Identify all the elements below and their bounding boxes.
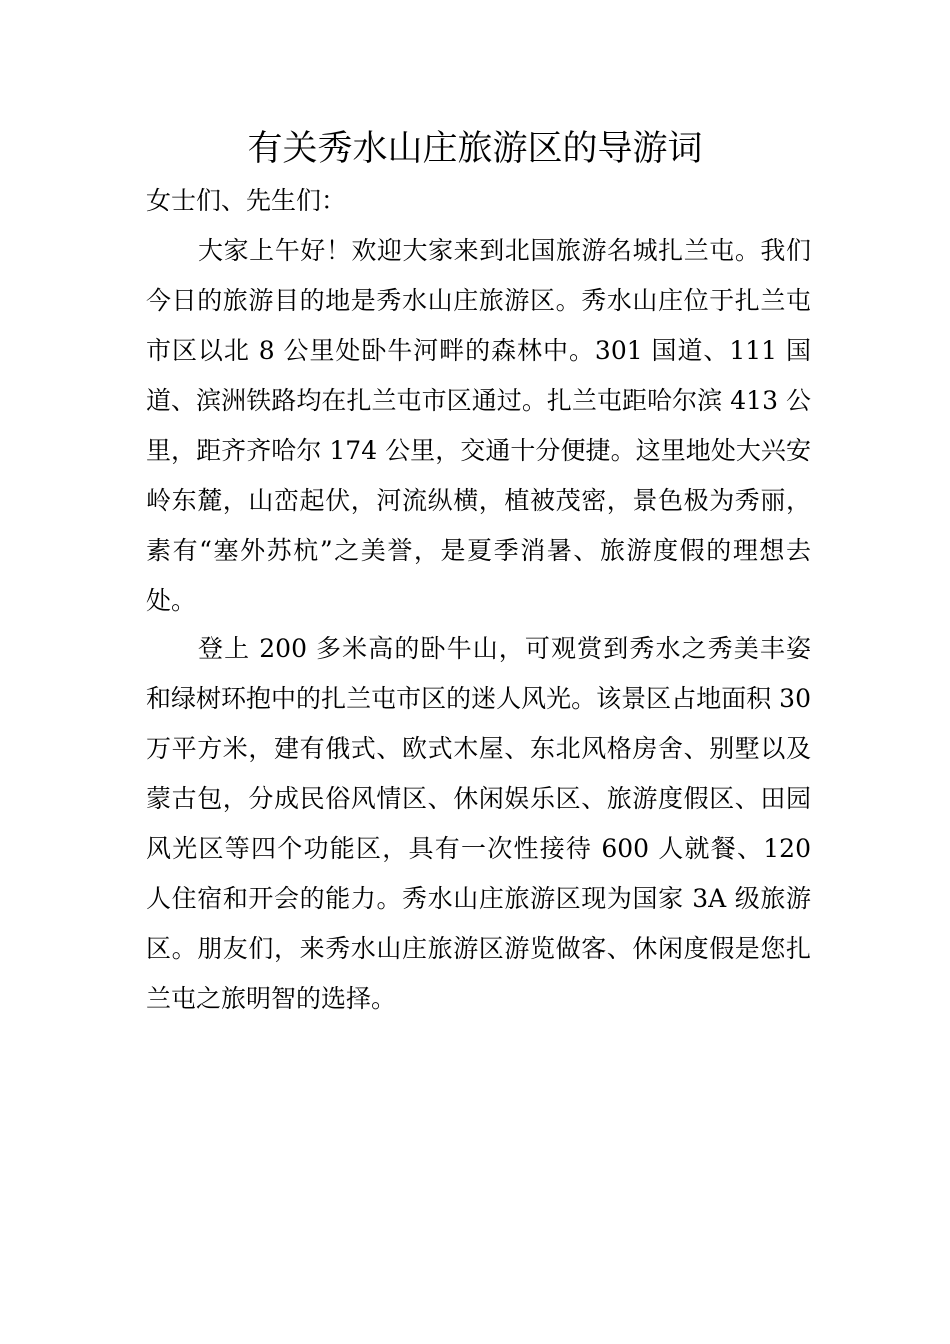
paragraph-2: 登上 200 多米高的卧牛山，可观赏到秀水之秀美丰姿和绿树环抱中的扎兰屯市区的迷人风光。该景区占地面积 30 万平方米，建有俄式、欧式木屋、东北风格房舍、别墅以及蒙古包，分成民俗风情区、休闲娱乐区、旅游度假区、田园风光区等四个功能区，具有一次性接待 600 人就餐、120 人住宿和开会的能力。秀水山庄旅游区现为国家 3A 级旅游区。朋友们，来秀水山庄旅游区游览做客、休闲度假是您扎兰屯之旅明智的选择。 <box>146 634 811 1013</box>
document-title: 有关秀水山庄旅游区的导游词 <box>247 129 703 169</box>
paragraph-1: 大家上午好！欢迎大家来到北国旅游名城扎兰屯。我们今日的旅游目的地是秀水山庄旅游区。秀水山庄位于扎兰屯市区以北 8 公里处卧牛河畔的森林中。301 国道、111 国道、滨洲铁路均在扎兰屯市区通过。扎兰屯距哈尔滨 413 公里，距齐齐哈尔 174 公里，交通十分便捷。这里地处大兴安岭东麓，山峦起伏，河流纵横，植被茂密，景色极为秀丽，素有“塞外苏杭”之美誉，是夏季消暑、旅游度假的理想去处。 <box>146 236 811 615</box>
greeting-line: 女士们、先生们： <box>146 186 347 215</box>
